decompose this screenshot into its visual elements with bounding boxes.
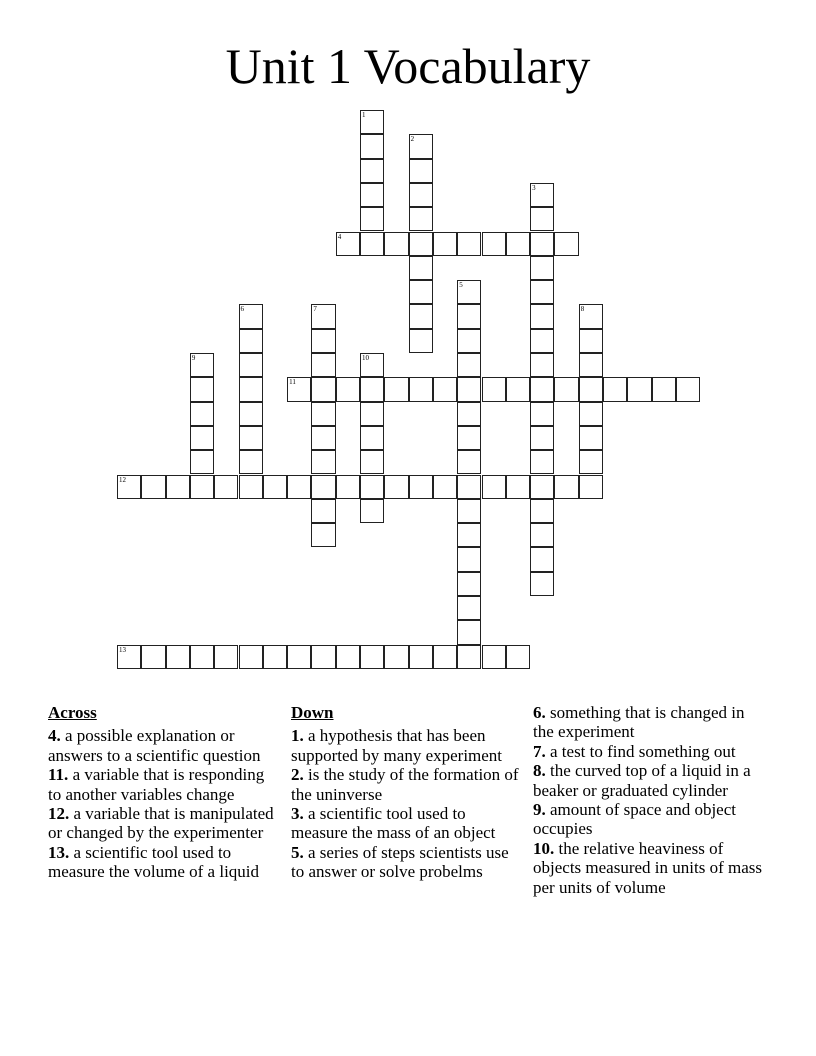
across-clue-12 bbox=[48, 804, 278, 843]
clue-number: 4. bbox=[48, 726, 65, 746]
grid-cell[interactable] bbox=[457, 377, 481, 401]
clue-number: 7. bbox=[533, 741, 550, 761]
grid-cell[interactable] bbox=[433, 645, 457, 669]
clue-text: a variable that is manipulated or changed by the experimenter bbox=[48, 804, 274, 843]
grid-cell[interactable] bbox=[360, 159, 384, 183]
clue-number-label: 4 bbox=[337, 232, 342, 241]
grid-cell[interactable] bbox=[360, 377, 384, 401]
grid-cell[interactable] bbox=[530, 402, 554, 426]
clue-number: 1. bbox=[291, 726, 308, 746]
grid-cell[interactable] bbox=[530, 523, 554, 547]
grid-cell[interactable] bbox=[457, 402, 481, 426]
down-clue-10 bbox=[533, 839, 763, 897]
down-clue-5 bbox=[291, 843, 521, 882]
down-clue-1 bbox=[291, 726, 521, 765]
grid-cell[interactable] bbox=[311, 402, 335, 426]
grid-cell[interactable] bbox=[311, 523, 335, 547]
grid-cell[interactable] bbox=[457, 475, 481, 499]
down-clues-continued bbox=[533, 703, 763, 897]
clue-number-label: 7 bbox=[313, 305, 317, 314]
grid-cell[interactable] bbox=[239, 645, 263, 669]
down-heading: Down bbox=[291, 703, 334, 722]
clue-number: 12. bbox=[48, 804, 74, 824]
grid-cell[interactable] bbox=[360, 110, 384, 134]
grid-cell[interactable] bbox=[409, 304, 433, 328]
grid-cell[interactable] bbox=[239, 450, 263, 474]
grid-cell[interactable] bbox=[239, 304, 263, 328]
grid-cell[interactable] bbox=[530, 499, 554, 523]
clue-text: a series of steps scientists use to answer or solve probelms bbox=[291, 842, 509, 882]
clue-number: 8. bbox=[533, 761, 550, 781]
clue-number-label: 2 bbox=[410, 135, 415, 144]
grid-cell[interactable] bbox=[409, 256, 433, 280]
grid-cell[interactable] bbox=[190, 353, 214, 377]
across-clue-11 bbox=[48, 765, 278, 804]
across-clue-4 bbox=[48, 726, 278, 765]
grid-cell[interactable] bbox=[579, 377, 603, 401]
clue-number-label: 3 bbox=[532, 183, 536, 192]
grid-cell[interactable] bbox=[530, 329, 554, 353]
down-clue-2 bbox=[291, 765, 521, 804]
grid-cell[interactable] bbox=[457, 645, 481, 669]
grid-cell[interactable] bbox=[336, 475, 360, 499]
clue-text: a scientific tool used to measure the volume of a liquid bbox=[48, 842, 260, 882]
grid-cell[interactable] bbox=[190, 426, 214, 450]
grid-cell[interactable] bbox=[579, 402, 603, 426]
grid-cell[interactable] bbox=[457, 280, 481, 304]
grid-cell[interactable] bbox=[530, 232, 554, 256]
grid-cell[interactable] bbox=[287, 377, 311, 401]
clue-number: 6. bbox=[533, 703, 550, 722]
grid-cell[interactable] bbox=[457, 547, 481, 571]
clue-text: a test to find something out bbox=[550, 741, 736, 761]
grid-cell[interactable] bbox=[384, 475, 408, 499]
grid-cell[interactable] bbox=[409, 134, 433, 158]
across-heading: Across bbox=[48, 703, 97, 722]
grid-cell[interactable] bbox=[409, 329, 433, 353]
grid-cell[interactable] bbox=[457, 499, 481, 523]
grid-cell[interactable] bbox=[409, 159, 433, 183]
grid-cell[interactable] bbox=[190, 645, 214, 669]
grid-cell[interactable] bbox=[239, 377, 263, 401]
grid-cell[interactable] bbox=[311, 353, 335, 377]
grid-cell[interactable] bbox=[384, 232, 408, 256]
clue-number-label: 5 bbox=[459, 281, 463, 290]
grid-cell[interactable] bbox=[554, 232, 578, 256]
down-clue-7 bbox=[533, 742, 763, 761]
grid-cell[interactable] bbox=[141, 475, 165, 499]
grid-cell[interactable] bbox=[482, 475, 506, 499]
grid-cell[interactable] bbox=[384, 377, 408, 401]
grid-cell[interactable] bbox=[433, 377, 457, 401]
grid-cell[interactable] bbox=[311, 499, 335, 523]
grid-cell[interactable] bbox=[263, 645, 287, 669]
grid-cell[interactable] bbox=[287, 645, 311, 669]
grid-cell[interactable] bbox=[457, 450, 481, 474]
clue-text: the relative heaviness of objects measured in units of mass per units of volume bbox=[533, 838, 762, 897]
clue-text: a hypothesis that has been supported by many experiment bbox=[291, 726, 503, 765]
grid-cell[interactable] bbox=[190, 402, 214, 426]
clue-number-label: 1 bbox=[362, 111, 366, 119]
grid-cell[interactable] bbox=[360, 475, 384, 499]
grid-cell[interactable] bbox=[311, 426, 335, 450]
grid-cell[interactable] bbox=[506, 377, 530, 401]
grid-cell[interactable] bbox=[457, 304, 481, 328]
grid-cell[interactable] bbox=[360, 134, 384, 158]
grid-cell[interactable] bbox=[457, 426, 481, 450]
grid-cell[interactable] bbox=[554, 475, 578, 499]
grid-cell[interactable] bbox=[336, 377, 360, 401]
grid-cell[interactable] bbox=[482, 232, 506, 256]
grid-cell[interactable] bbox=[214, 475, 238, 499]
clue-number: 3. bbox=[291, 804, 308, 824]
grid-cell[interactable] bbox=[311, 329, 335, 353]
grid-cell[interactable] bbox=[530, 353, 554, 377]
grid-cell[interactable] bbox=[117, 645, 141, 669]
grid-cell[interactable] bbox=[409, 377, 433, 401]
clue-number-label: 13 bbox=[119, 645, 126, 654]
grid-cell[interactable] bbox=[530, 377, 554, 401]
clue-number: 11. bbox=[48, 765, 73, 785]
grid-cell[interactable] bbox=[409, 645, 433, 669]
clue-number: 10. bbox=[533, 838, 559, 858]
clue-number-label: 6 bbox=[240, 305, 244, 314]
grid-cell[interactable] bbox=[360, 232, 384, 256]
grid-cell[interactable] bbox=[336, 645, 360, 669]
grid-cell[interactable] bbox=[457, 329, 481, 353]
clue-number: 9. bbox=[533, 800, 550, 820]
grid-cell[interactable] bbox=[530, 304, 554, 328]
grid-cell[interactable] bbox=[360, 402, 384, 426]
grid-cell[interactable] bbox=[287, 475, 311, 499]
across-clue-13 bbox=[48, 843, 278, 882]
grid-cell[interactable] bbox=[482, 645, 506, 669]
grid-cell[interactable] bbox=[506, 645, 530, 669]
grid-cell[interactable] bbox=[482, 377, 506, 401]
grid-cell[interactable] bbox=[457, 523, 481, 547]
grid-cell[interactable] bbox=[311, 450, 335, 474]
clue-number-label: 8 bbox=[580, 305, 585, 314]
grid-cell[interactable] bbox=[579, 353, 603, 377]
grid-cell[interactable] bbox=[676, 377, 700, 401]
grid-cell[interactable] bbox=[506, 475, 530, 499]
clue-number-label: 10 bbox=[362, 354, 369, 362]
grid-cell[interactable] bbox=[239, 426, 263, 450]
grid-cell[interactable] bbox=[457, 572, 481, 596]
grid-cell[interactable] bbox=[433, 475, 457, 499]
grid-cell[interactable] bbox=[530, 426, 554, 450]
down-clues bbox=[291, 703, 521, 882]
grid-cell[interactable] bbox=[579, 304, 603, 328]
grid-cell[interactable] bbox=[166, 475, 190, 499]
grid-cell[interactable] bbox=[117, 475, 141, 499]
clue-text: a scientific tool used to measure the mass of an object bbox=[291, 804, 496, 843]
grid-cell[interactable] bbox=[457, 353, 481, 377]
grid-cell[interactable] bbox=[530, 475, 554, 499]
grid-cell[interactable] bbox=[579, 450, 603, 474]
grid-cell[interactable] bbox=[530, 450, 554, 474]
grid-cell[interactable] bbox=[190, 475, 214, 499]
down-clue-3 bbox=[291, 804, 521, 843]
grid-cell[interactable] bbox=[190, 450, 214, 474]
down-clue-9 bbox=[533, 800, 763, 839]
clue-number-label: 9 bbox=[191, 354, 196, 362]
grid-cell[interactable] bbox=[457, 596, 481, 620]
grid-cell[interactable] bbox=[311, 645, 335, 669]
down-clue-8 bbox=[533, 761, 763, 800]
grid-cell[interactable] bbox=[239, 329, 263, 353]
grid-cell[interactable] bbox=[409, 207, 433, 231]
clue-text: a variable that is responding to another variables change bbox=[48, 765, 265, 804]
grid-cell[interactable] bbox=[506, 232, 530, 256]
clue-text: a possible explanation or answers to a scientific question bbox=[48, 726, 261, 765]
grid-cell[interactable] bbox=[360, 353, 384, 377]
grid-cell[interactable] bbox=[433, 232, 457, 256]
grid-cell[interactable] bbox=[409, 280, 433, 304]
puzzle-title: Unit 1 Vocabulary bbox=[225, 38, 591, 94]
grid-cell[interactable] bbox=[530, 280, 554, 304]
grid-cell[interactable] bbox=[360, 426, 384, 450]
down-clue-6 bbox=[533, 703, 763, 742]
clue-number: 13. bbox=[48, 842, 74, 862]
grid-cell[interactable] bbox=[190, 377, 214, 401]
grid-cell[interactable] bbox=[409, 183, 433, 207]
grid-cell[interactable] bbox=[603, 377, 627, 401]
grid-cell[interactable] bbox=[530, 256, 554, 280]
crossword-grid bbox=[117, 110, 707, 670]
grid-cell[interactable] bbox=[141, 645, 165, 669]
grid-cell[interactable] bbox=[214, 645, 238, 669]
grid-cell[interactable] bbox=[239, 475, 263, 499]
grid-cell[interactable] bbox=[409, 232, 433, 256]
grid-cell[interactable] bbox=[311, 304, 335, 328]
grid-cell[interactable] bbox=[579, 329, 603, 353]
grid-cell[interactable] bbox=[554, 377, 578, 401]
grid-cell[interactable] bbox=[530, 183, 554, 207]
grid-cell[interactable] bbox=[239, 402, 263, 426]
clue-text: something that is changed in the experiment bbox=[533, 703, 745, 742]
grid-cell[interactable] bbox=[263, 475, 287, 499]
grid-cell[interactable] bbox=[530, 572, 554, 596]
grid-cell[interactable] bbox=[530, 207, 554, 231]
clue-number-label: 11 bbox=[289, 378, 296, 387]
grid-cell[interactable] bbox=[239, 353, 263, 377]
clue-text: the curved top of a liquid in a beaker or graduated cylinder bbox=[533, 761, 751, 800]
grid-cell[interactable] bbox=[457, 620, 481, 644]
clue-number: 2. bbox=[291, 765, 308, 785]
grid-cell[interactable] bbox=[652, 377, 676, 401]
clue-text: is the study of the formation of the uninverse bbox=[291, 765, 519, 804]
grid-cell[interactable] bbox=[360, 183, 384, 207]
grid-cell[interactable] bbox=[384, 645, 408, 669]
clue-text: amount of space and object occupies bbox=[533, 800, 736, 839]
grid-cell[interactable] bbox=[360, 450, 384, 474]
grid-cell[interactable] bbox=[409, 475, 433, 499]
grid-cell[interactable] bbox=[627, 377, 651, 401]
grid-cell[interactable] bbox=[311, 475, 335, 499]
grid-cell[interactable] bbox=[360, 207, 384, 231]
clue-number-label: 12 bbox=[119, 475, 126, 484]
grid-cell[interactable] bbox=[579, 475, 603, 499]
grid-cell[interactable] bbox=[457, 232, 481, 256]
grid-cell[interactable] bbox=[336, 232, 360, 256]
grid-cell[interactable] bbox=[360, 645, 384, 669]
grid-cell[interactable] bbox=[360, 499, 384, 523]
clue-number: 5. bbox=[291, 842, 308, 862]
across-clues bbox=[48, 703, 278, 882]
grid-cell[interactable] bbox=[579, 426, 603, 450]
grid-cell[interactable] bbox=[311, 377, 335, 401]
grid-cell[interactable] bbox=[166, 645, 190, 669]
grid-cell[interactable] bbox=[530, 547, 554, 571]
